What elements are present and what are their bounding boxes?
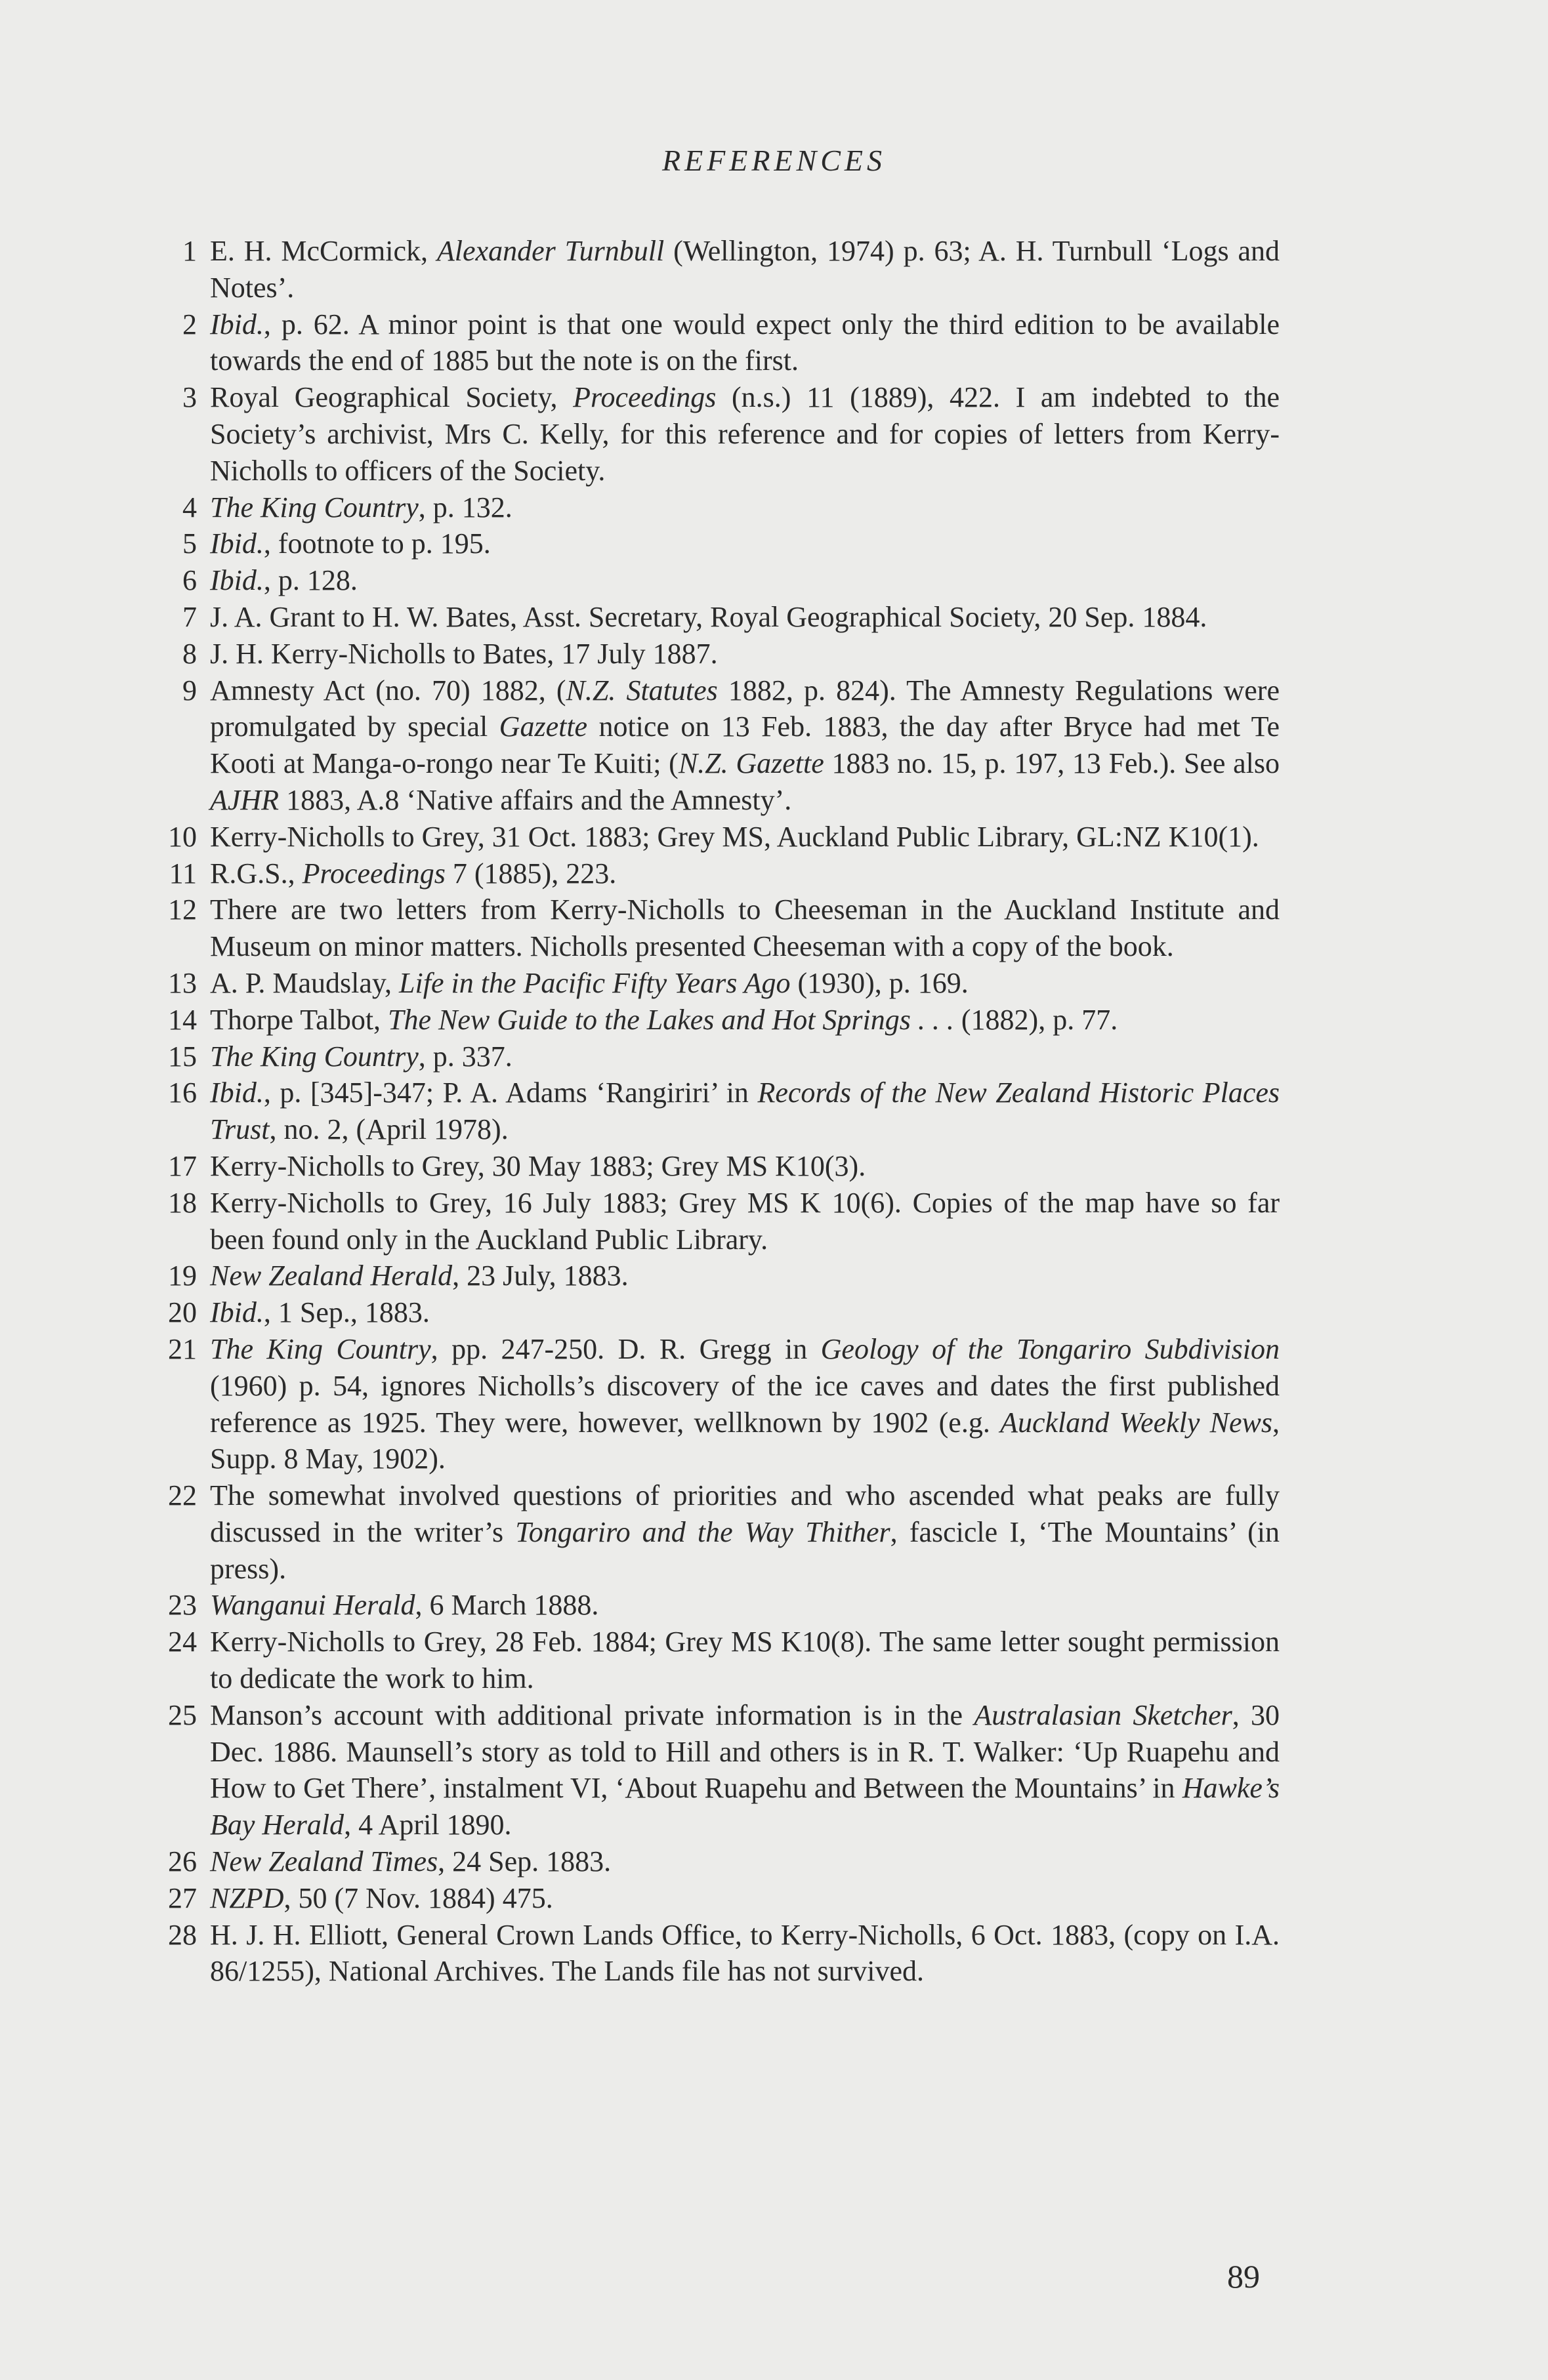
text-run: H. J. H. Elliott, General Crown Lands Office, to Kerry-Nicholls, 6 Oct. 1883, (copy on I.A. 86/1255), National Archives. The Lands file has not survived. [210,1918,1280,1988]
text-run: J. H. Kerry-Nicholls to Bates, 17 July 1887. [210,637,718,670]
reference-item [141,1002,1280,1038]
reference-text [210,636,1280,672]
reference-number: 27 [168,1881,197,1914]
italic-title: Alexander Turnbull [436,235,665,267]
reference-item [141,562,1280,599]
text-run: There are two letters from Kerry-Nicholls to Cheeseman in the Auckland Institute and Museum on minor matters. Nicholls presented Cheeseman with a copy of the book. [210,893,1280,963]
reference-item [141,306,1280,380]
text-run: Kerry-Nicholls to Grey, 31 Oct. 1883; Grey MS, Auckland Public Library, GL:NZ K10(1). [210,820,1259,853]
reference-item [141,1294,1280,1331]
text-run: (Wellington, 1974) p. 63; A. H. Turnbull ‘Logs and Notes’. [210,235,1280,304]
italic-title: The King Country [210,1332,431,1365]
text-run: 1883 no. 15, p. 197, 13 Feb.). See also [824,747,1280,780]
italic-title: Proceedings [573,381,717,414]
text-run: , footnote to p. 195. [263,527,491,560]
text-run: , 30 Dec. 1886. Maunsell’s story as told to Hill and others is in R. T. Walker: ‘Up Ruapehu and How to Get There’, instalment VI, ‘About Ruapehu and Between the Mountains’ in [210,1698,1280,1805]
reference-item [141,1148,1280,1185]
reference-number: 25 [168,1698,197,1731]
text-run: (1930), p. 169. [790,966,969,999]
italic-title: Ibid. [210,564,264,597]
italic-title: The New Guide to the Lakes and Hot Springs . . . [388,1003,954,1036]
reference-text [210,1477,1280,1587]
reference-number: 28 [168,1918,197,1951]
reference-number: 6 [182,564,197,597]
text-run: Kerry-Nicholls to Grey, 28 Feb. 1884; Grey MS K10(8). The same letter sought permission to dedicate the work to him. [210,1626,1280,1695]
reference-text [210,1917,1280,1990]
italic-title: Ibid. [210,1296,264,1329]
reference-item [141,636,1280,672]
reference-text [210,1002,1280,1038]
reference-number: 7 [182,600,197,633]
reference-text [210,1587,1280,1624]
reference-number: 20 [168,1296,197,1329]
reference-text [210,1843,1280,1880]
reference-item [141,1624,1280,1697]
reference-text [210,379,1280,489]
text-run: , p. 128. [263,564,358,597]
italic-title: Proceedings [302,857,446,890]
reference-number: 3 [182,381,197,414]
reference-text [210,965,1280,1002]
page-title: REFERENCES [661,144,887,177]
reference-text [210,599,1280,636]
reference-text [210,1148,1280,1185]
reference-text [210,1075,1280,1148]
reference-item [141,1697,1280,1843]
text-run: 1883, A.8 ‘Native affairs and the Amnesty’. [279,783,792,816]
reference-number: 26 [168,1845,197,1878]
reference-item [141,1587,1280,1624]
text-run: , 1 Sep., 1883. [263,1296,430,1329]
italic-title: AJHR [210,783,280,816]
text-run: Kerry-Nicholls to Grey, 16 July 1883; Grey MS K 10(6). Copies of the map have so far been found only in the Auckland Public Library. [210,1186,1280,1256]
references-list [141,233,1280,1990]
reference-number: 23 [168,1589,197,1622]
reference-text [210,1697,1280,1843]
text-run: The somewhat involved questions of priorities and who ascended what peaks are fully discussed in the writer’s [210,1479,1280,1548]
reference-number: 16 [168,1077,197,1109]
reference-number: 8 [182,637,197,670]
reference-number: 24 [168,1626,197,1658]
reference-item [141,965,1280,1002]
reference-text [210,1331,1280,1477]
reference-item [141,1331,1280,1477]
reference-item [141,1038,1280,1075]
italic-title: Records of the New Zealand Historic Places Trust [210,1077,1280,1146]
text-run: (1960) p. 54, ignores Nicholls’s discovery of the ice caves and dates the first published reference as 1925. They were, however, wellknown by 1902 (e.g. [210,1369,1280,1439]
italic-title: New Zealand Times [210,1845,438,1878]
reference-text [210,489,1280,526]
reference-item [141,379,1280,489]
reference-number: 14 [168,1003,197,1036]
text-run: Thorpe Talbot, [210,1003,388,1036]
italic-title: The King Country [210,1040,419,1073]
text-run: , 6 March 1888. [415,1589,599,1622]
text-run: (n.s.) 11 (1889), 422. I am indebted to the Society’s archivist, Mrs C. Kelly, for this reference and for copies of letters from Kerry-Nicholls to officers of the Society. [210,381,1280,487]
italic-title: Geology of the Tongariro Subdivision [820,1332,1280,1365]
reference-item [141,489,1280,526]
italic-title: New Zealand Herald [210,1260,453,1292]
reference-number: 21 [168,1332,197,1365]
reference-number: 12 [168,893,197,926]
reference-item [141,892,1280,965]
italic-title: Gazette [499,710,588,743]
reference-number: 4 [182,491,197,523]
text-run: J. A. Grant to H. W. Bates, Asst. Secretary, Royal Geographical Society, 20 Sep. 1884. [210,600,1207,633]
text-run: , Supp. 8 May, 1902). [210,1406,1280,1475]
text-run: Amnesty Act (no. 70) 1882, ( [210,674,566,707]
reference-text [210,819,1280,855]
italic-title: Ibid. [210,527,264,560]
reference-item [141,1917,1280,1990]
reference-number: 13 [168,966,197,999]
reference-number: 2 [182,308,197,340]
reference-item [141,1477,1280,1587]
text-run: , 24 Sep. 1883. [438,1845,612,1878]
text-run: Royal Geographical Society, [210,381,574,414]
text-run: (1882), p. 77. [953,1003,1118,1036]
reference-text [210,855,1280,892]
text-run: , 23 July, 1883. [452,1260,629,1292]
page-number: 89 [1227,2258,1260,2295]
reference-text [210,672,1280,819]
text-run: Kerry-Nicholls to Grey, 30 May 1883; Grey MS K10(3). [210,1149,866,1182]
text-run: , p. 62. A minor point is that one would expect only the third edition to be available towards the end of 1885 but the note is on the first. [210,308,1280,377]
text-run: , p. 337. [418,1040,513,1073]
reference-item [141,1880,1280,1917]
reference-item [141,525,1280,562]
italic-title: N.Z. Statutes [566,674,718,707]
italic-title: Ibid. [210,1077,264,1109]
reference-text [210,1624,1280,1697]
reference-item [141,1843,1280,1880]
reference-number: 17 [168,1149,197,1182]
reference-item [141,599,1280,636]
reference-text [210,1258,1280,1294]
reference-number: 5 [182,527,197,560]
reference-text [210,1038,1280,1075]
reference-number: 9 [182,674,197,707]
italic-title: Hawke’s Bay Herald [210,1772,1280,1841]
text-run: R.G.S., [210,857,303,890]
text-run: , p. 132. [418,491,513,523]
text-run: , 4 April 1890. [344,1809,512,1841]
reference-number: 22 [168,1479,197,1512]
italic-title: Tongariro and the Way Thither [515,1515,890,1548]
reference-item [141,1185,1280,1258]
reference-item [141,1075,1280,1148]
italic-title: Australasian Sketcher [974,1698,1232,1731]
italic-title: Wanganui Herald [210,1589,415,1622]
italic-title: Auckland Weekly News [1000,1406,1272,1439]
reference-item [141,672,1280,819]
reference-item [141,233,1280,306]
italic-title: Ibid. [210,308,264,340]
reference-item [141,855,1280,892]
reference-text [210,562,1280,599]
text-run: , no. 2, (April 1978). [269,1113,509,1146]
reference-text [210,1185,1280,1258]
italic-title: The King Country [210,491,419,523]
reference-text [210,1880,1280,1917]
reference-number: 10 [168,820,197,853]
reference-number: 15 [168,1040,197,1073]
text-run: , p. [345]-347; P. A. Adams ‘Rangiriri’ in [263,1077,758,1109]
reference-number: 19 [168,1260,197,1292]
italic-title: NZPD [210,1881,284,1914]
reference-item [141,1258,1280,1294]
reference-text [210,233,1280,306]
italic-title: N.Z. Gazette [678,747,824,780]
text-run: 7 (1885), 223. [445,857,617,890]
reference-text [210,1294,1280,1331]
reference-number: 11 [169,857,197,890]
text-run: , 50 (7 Nov. 1884) 475. [283,1881,553,1914]
text-run: , pp. 247-250. D. R. Gregg in [430,1332,821,1365]
text-run: notice on 13 Feb. 1883, the day after Bryce had met Te Kooti at Manga-o-rongo near Te Kuiti; ( [210,710,1280,780]
reference-number: 18 [168,1186,197,1219]
text-run: , fascicle I, ‘The Mountains’ (in press). [210,1515,1280,1585]
reference-item [141,819,1280,855]
text-run: E. H. McCormick, [210,235,437,267]
reference-text [210,525,1280,562]
reference-number: 1 [182,235,197,267]
italic-title: Life in the Pacific Fifty Years Ago [399,966,791,999]
reference-text [210,892,1280,965]
text-run: 1882, p. 824). The Amnesty Regulations were promulgated by special [210,674,1280,743]
text-run: Manson’s account with additional private information is in the [210,1698,974,1731]
text-run: A. P. Maudslay, [210,966,400,999]
reference-text [210,306,1280,380]
